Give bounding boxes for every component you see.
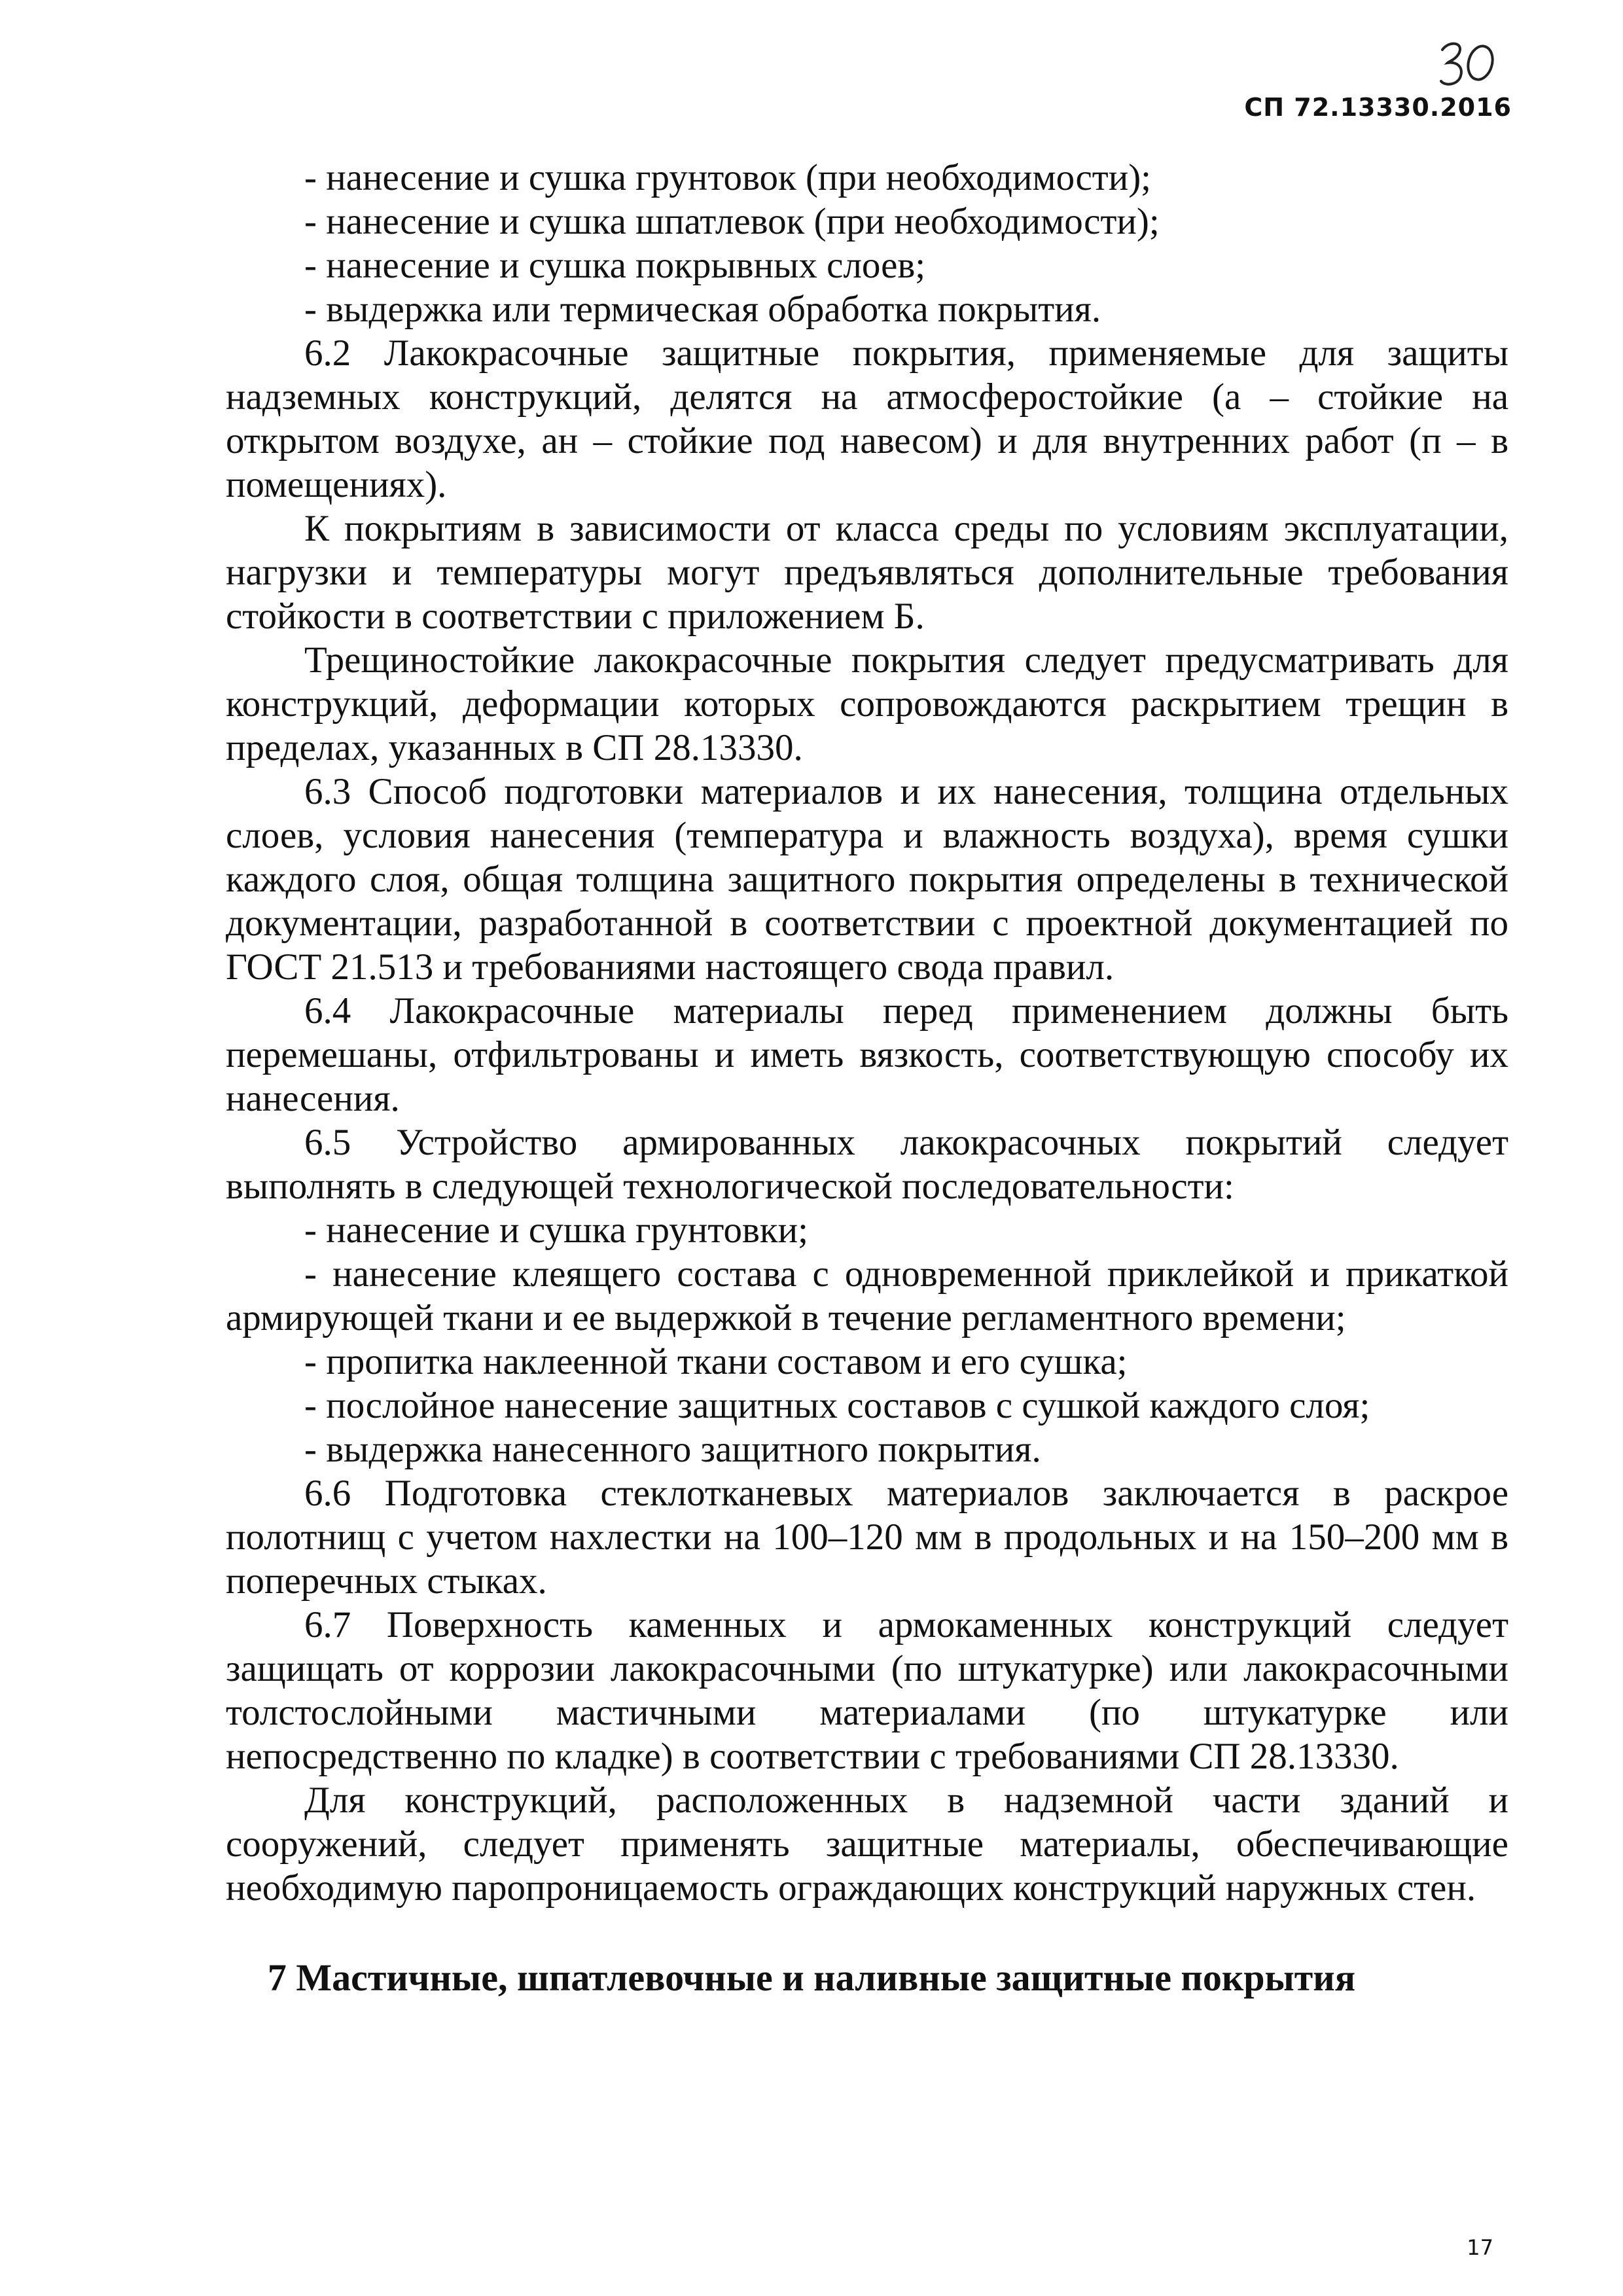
list-item: - послойное нанесение защитных составов с сушкой каждого слоя; (304, 1385, 1370, 1426)
handwritten-page-mark (1437, 38, 1497, 90)
document-body (226, 156, 1508, 1910)
paragraph: 6.2 Лакокрасочные защитные покрытия, применяемые для защиты надземных конструкций, делятся на атмосферостойкие (а – стойкие на открытом воздухе, ан – стойкие под навесом) и для внутренних работ (п – в помещениях). (226, 332, 1508, 505)
list-item: - нанесение и сушка шпатлевок (при необходимости); (304, 201, 1160, 242)
paragraph: Для конструкций, расположенных в надземной части зданий и сооружений, следует применять защитные материалы, обеспечивающие необходимую паропроницаемость ограждающих конструкций наружных стен. (226, 1780, 1508, 1909)
list-item: - пропитка наклеенной ткани составом и его сушка; (304, 1341, 1128, 1382)
list-item: - выдержка нанесенного защитного покрытия. (304, 1429, 1041, 1470)
section-heading: 7 Мастичные, шпатлевочные и наливные защитные покрытия (267, 1956, 1356, 1999)
paragraph: 6.4 Лакокрасочные материалы перед применением должны быть перемешаны, отфильтрованы и иметь вязкость, соответствующую способу их нанесения. (226, 990, 1508, 1119)
list-item: - выдержка или термическая обработка покрытия. (304, 289, 1101, 330)
list-item: - нанесение клеящего состава с одновременной приклейкой и прикаткой армирующей ткани и ее выдержкой в течение регламентного времени; (226, 1253, 1508, 1338)
paragraph: 6.3 Способ подготовки материалов и их нанесения, толщина отдельных слоев, условия нанесения (температура и влажность воздуха), время сушки каждого слоя, общая толщина защитного покрытия определены в технической документации, разработанной в соответствии с проектной документацией по ГОСТ 21.513 и требованиями настоящего свода правил. (226, 771, 1508, 988)
paragraph: 6.7 Поверхность каменных и армокаменных конструкций следует защищать от коррозии лакокрасочными (по штукатурке) или лакокрасочными толстослойными мастичными материалами (по штукатурке или непосредственно по кладке) в соответствии с требованиями СП 28.13330. (226, 1604, 1508, 1777)
paragraph: К покрытиям в зависимости от класса среды по условиям эксплуатации, нагрузки и температуры могут предъявляться дополнительные требования стойкости в соответствии с приложением Б. (226, 508, 1508, 637)
page-number: 17 (1467, 2235, 1493, 2260)
list-item: - нанесение и сушка покрывных слоев; (304, 245, 926, 286)
paragraph: Трещиностойкие лакокрасочные покрытия следует предусматривать для конструкций, деформации которых сопровождаются раскрытием трещин в пределах, указанных в СП 28.13330. (226, 639, 1508, 768)
paragraph: 6.6 Подготовка стеклотканевых материалов заключается в раскрое полотнищ с учетом нахлестки на 100–120 мм в продольных и на 150–200 мм в поперечных стыках. (226, 1473, 1508, 1602)
paragraph: 6.5 Устройство армированных лакокрасочных покрытий следует выполнять в следующей технологической последовательности: (226, 1122, 1508, 1207)
document-code: СП 72.13330.2016 (1244, 93, 1512, 122)
list-item: - нанесение и сушка грунтовок (при необходимости); (304, 157, 1152, 198)
list-item: - нанесение и сушка грунтовки; (304, 1210, 808, 1251)
